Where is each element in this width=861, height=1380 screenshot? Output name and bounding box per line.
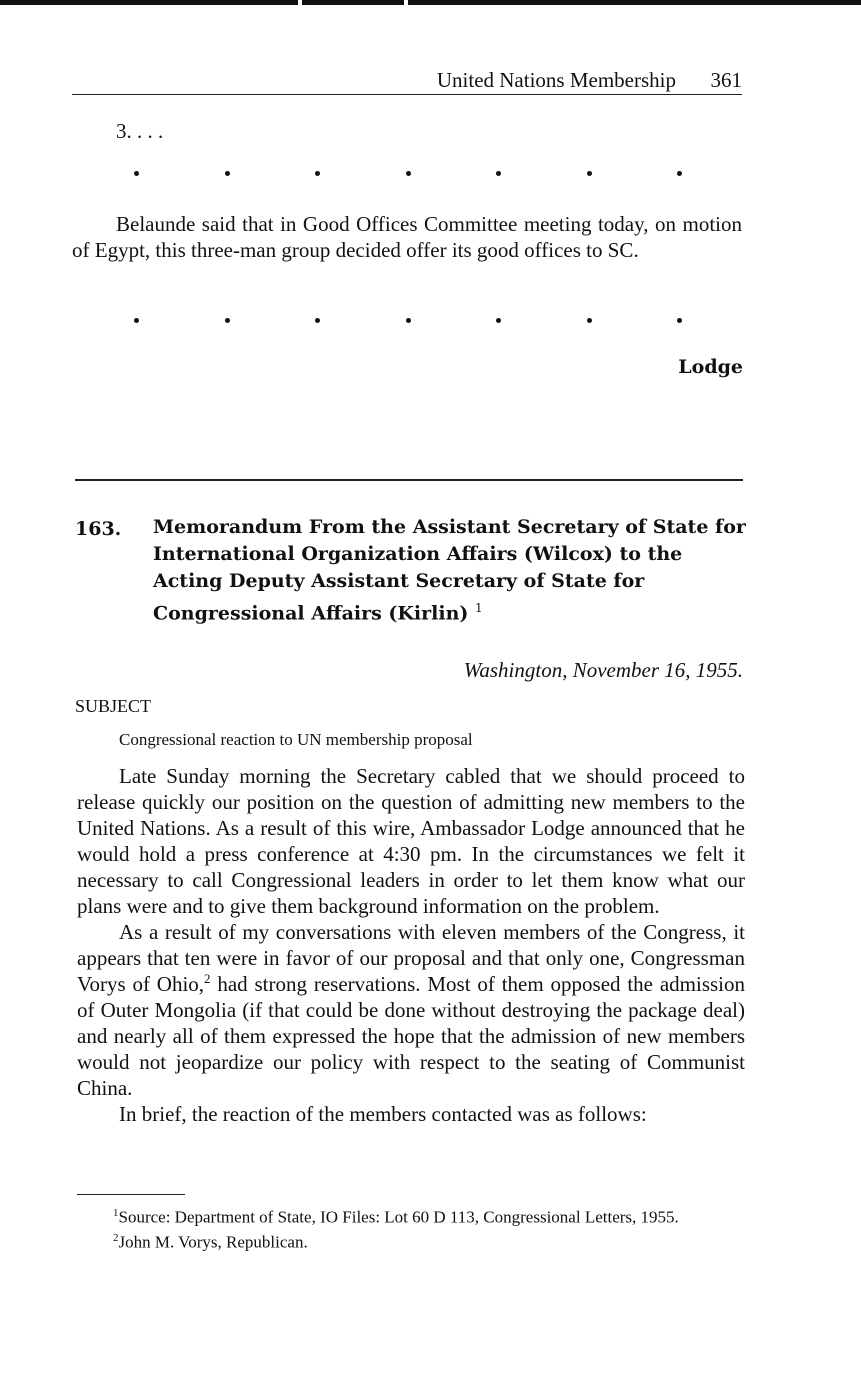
page-number: 361: [710, 68, 742, 92]
document-title: Memorandum From the Assistant Secretary of State for International Organization Affairs (Wilcox) to the Acting Deputy Assistant Secretary of State for Congressional Affairs (Kirlin) $^1$: [153, 516, 746, 625]
dateline: Washington, November 16, 1955.: [463, 658, 743, 682]
footnote-ref[interactable]: 2: [204, 971, 211, 986]
running-head-title: United Nations Membership: [436, 68, 676, 92]
memo-body: [77, 763, 745, 1127]
footnotes: [77, 1203, 747, 1252]
ellipsis-row: [72, 318, 742, 332]
running-head: [72, 66, 742, 95]
document-number: 163.: [75, 518, 122, 540]
top-border: [0, 0, 861, 5]
subject-label: SUBJECT: [75, 696, 152, 716]
body-paragraph: As a result of my conversations with eleven members of the Congress, it appears that ten were in favor of our proposal and that only one, Congressman Vorys of Ohio,$^2$ had strong reservations. Most of them opposed the admission of Outer Mongolia (if that could be done without destroying the package deal) and nearly all of them expressed the hope that the admission of new members would not jeopardize our policy with respect to the seating of Communist China.: [77, 920, 745, 1100]
footnote: $^2$John M. Vorys, Republican.: [113, 1231, 308, 1252]
footnote-ref[interactable]: 1: [475, 601, 483, 615]
paragraph-belaunde: Belaunde said that in Good Offices Committee meeting today, on motion of Egypt, this three-man group decided offer its good offices to SC.: [72, 212, 742, 262]
subject-text: Congressional reaction to UN membership proposal: [119, 730, 473, 749]
item-number: 3. . . .: [116, 119, 164, 143]
signature: Lodge: [678, 356, 743, 378]
body-paragraph: Late Sunday morning the Secretary cabled that we should proceed to release quickly our position on the question of admitting new members to the United Nations. As a result of this wire, Ambassador Lodge announced that he would hold a press conference at 4:30 pm. In the circumstances we felt it necessary to call Congressional leaders in order to let them know what our plans were and to give them background information on the problem.: [77, 764, 745, 918]
section-divider: [75, 479, 743, 481]
ellipsis-row: [72, 171, 742, 185]
body-paragraph: In brief, the reaction of the members contacted was as follows:: [119, 1102, 647, 1126]
footnote-divider: [77, 1194, 185, 1195]
footnote: $^1$Source: Department of State, IO Files: Lot 60 D 113, Congressional Letters, 1955.: [113, 1207, 679, 1227]
